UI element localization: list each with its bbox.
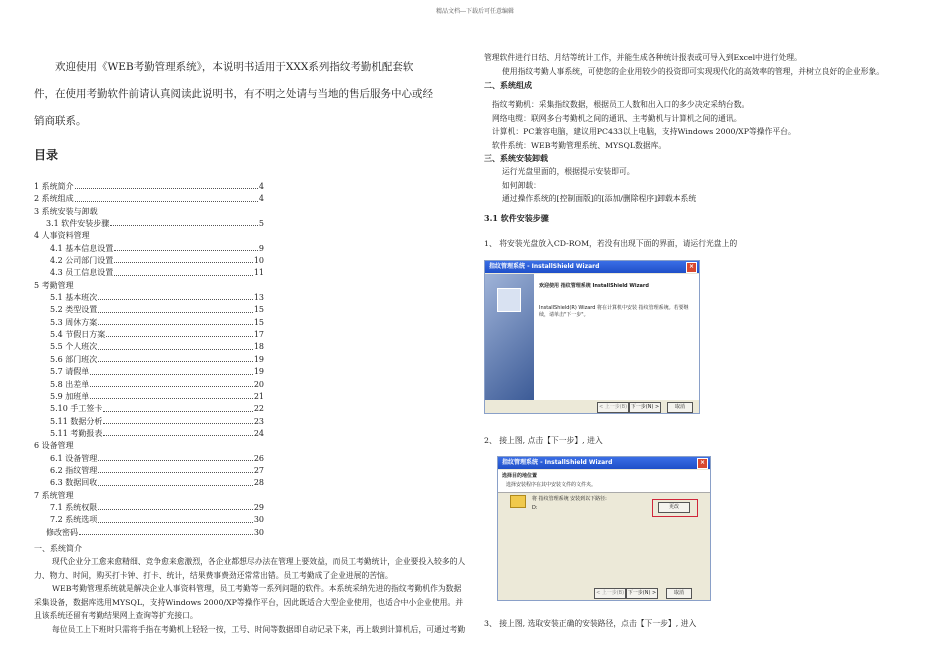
toc-leader-dots bbox=[75, 193, 258, 201]
dialog-title: 指纹管理系统 - InstallShield Wizard bbox=[502, 459, 613, 466]
toc-leader-dots bbox=[110, 218, 258, 226]
page-header: 精品文档---下载后可任意编辑 bbox=[435, 8, 515, 15]
cancel-button[interactable]: 取消 bbox=[667, 402, 693, 413]
toc-leader-dots bbox=[75, 181, 258, 189]
dialog-titlebar bbox=[485, 261, 699, 273]
toc-leader-dots bbox=[98, 465, 253, 473]
toc-entry-label: 6.1 设备管理 bbox=[50, 453, 98, 463]
toc-entry-page: 28 bbox=[253, 478, 264, 488]
toc-entry-page: 27 bbox=[253, 465, 264, 475]
install-note: 运行光盘里面的，根据提示安装即可。 bbox=[502, 167, 635, 176]
toc-entry[interactable] bbox=[34, 181, 264, 193]
toc-entry-label: 5.11 考勤报表 bbox=[50, 428, 103, 438]
dialog-titlebar bbox=[498, 457, 710, 469]
toc-entry[interactable] bbox=[34, 243, 264, 255]
toc-entry[interactable] bbox=[34, 267, 264, 279]
toc-entry-label: 2 系统组成 bbox=[34, 194, 74, 204]
toc-leader-dots bbox=[90, 366, 253, 374]
toc-entry-page: 26 bbox=[253, 453, 264, 463]
toc-entry-page: 19 bbox=[253, 367, 264, 377]
toc-entry-label: 5.10 手工签卡 bbox=[50, 404, 103, 414]
wizard-body: InstallShield(R) Wizard 将在计算机中安装 指纹管理系统。若要继续，请单击"下一步"。 bbox=[539, 305, 689, 318]
toc-entry-label: 6.3 数据回收 bbox=[50, 478, 98, 488]
body-paragraph: WEB考勤管理系统就是解决企业人事资料管理，员工考勤等一系列问题的软件。本系统采纳先进的指纹考勤机作为数据采集设备，数据库选用MYSQL，支持Windows 2000/XP等操作平台，因此既适合大型企业使用，也适合中小企业使用。并且该系统还留有考勤结果网上查询等扩充接口。 bbox=[34, 584, 464, 620]
toc-entry-label: 5 考勤管理 bbox=[34, 280, 74, 290]
close-icon[interactable]: × bbox=[686, 262, 697, 273]
toc-entry[interactable] bbox=[34, 416, 264, 428]
toc-title: 目录 bbox=[34, 148, 59, 162]
toc-entry-page: 23 bbox=[253, 416, 264, 426]
toc-leader-dots bbox=[114, 267, 253, 275]
toc-leader-dots bbox=[106, 329, 253, 337]
close-icon[interactable]: × bbox=[697, 458, 708, 469]
toc-entry-label: 6.2 指纹管理 bbox=[50, 465, 98, 475]
toc-leader-dots bbox=[103, 416, 252, 424]
toc-entry-page: 22 bbox=[253, 404, 264, 414]
toc-entry-page: 21 bbox=[253, 391, 264, 401]
toc-entry[interactable] bbox=[34, 218, 264, 230]
toc-entry[interactable] bbox=[34, 403, 264, 415]
dialog-title: 指纹管理系统 - InstallShield Wizard bbox=[489, 263, 600, 270]
install-note: 如何卸载： bbox=[502, 180, 541, 190]
toc-entry-page: 18 bbox=[253, 342, 264, 352]
toc-entry[interactable] bbox=[34, 304, 264, 316]
toc-entry-label: 4.2 公司部门设置 bbox=[50, 256, 114, 266]
body-paragraph: 每位员工上下班时只需将手指在考勤机上轻轻一按，工号、时间等数据即自动记录下来，再上载到计算机后，可通过考勤 bbox=[52, 624, 466, 634]
toc-leader-dots bbox=[98, 453, 253, 461]
toc-entry-label: 7.2 系统选项 bbox=[50, 515, 98, 525]
body-paragraph: 现代企业分工愈来愈精细、竞争愈来愈激烈，各企业都想尽办法在管理上要效益，而员工考勤统计，企业要投入较多的人力、物力、时间，购买打卡钟、打卡、统计，结果费事费劲还常常出错。员工考勤成了企业进展的苦恼。 bbox=[34, 557, 466, 580]
toc-entry-page: 9 bbox=[258, 243, 264, 253]
toc-entry[interactable] bbox=[34, 255, 264, 267]
toc-leader-dots bbox=[103, 403, 252, 411]
wizard-header-band bbox=[498, 470, 710, 493]
right-column-top bbox=[484, 51, 904, 206]
toc-entry-label: 4 人事资料管理 bbox=[34, 231, 90, 241]
toc-entry[interactable] bbox=[34, 440, 264, 452]
toc-entry-label: 4.1 基本信息设置 bbox=[50, 243, 114, 253]
install-path-label: 将 指纹管理系统 安装到以下路径: bbox=[532, 496, 607, 502]
toc-leader-dots bbox=[90, 379, 253, 387]
toc-entry[interactable] bbox=[34, 453, 264, 465]
toc-entry[interactable] bbox=[34, 477, 264, 489]
toc-entry-page: 30 bbox=[253, 515, 264, 525]
toc-leader-dots bbox=[98, 502, 253, 510]
next-button[interactable]: 下一步(N) > bbox=[629, 402, 661, 413]
toc-leader-dots bbox=[114, 255, 253, 263]
toc-leader-dots bbox=[98, 341, 253, 349]
toc-leader-dots bbox=[90, 391, 253, 399]
toc-entry-label: 修改密码 bbox=[46, 527, 78, 537]
toc-leader-dots bbox=[114, 243, 258, 251]
section-1-title: 一、系统简介 bbox=[34, 544, 82, 553]
toc-entry[interactable] bbox=[34, 206, 264, 218]
toc-entry[interactable] bbox=[34, 292, 264, 304]
component-item: 网络电缆：联网多台考勤机之间的通讯、主考勤机与计算机之间的通讯。 bbox=[492, 113, 742, 123]
section-2-title: 二、系统组成 bbox=[484, 80, 532, 90]
toc-entry-label: 7.1 系统权限 bbox=[50, 502, 98, 512]
toc-entry-page: 29 bbox=[253, 502, 264, 512]
change-button[interactable]: 更改 bbox=[658, 502, 690, 513]
toc-entry-page: 20 bbox=[253, 379, 264, 389]
toc-entry[interactable] bbox=[34, 527, 264, 539]
toc-entry-page: 17 bbox=[253, 330, 264, 340]
toc-entry-page: 11 bbox=[253, 268, 264, 278]
toc-entry[interactable] bbox=[34, 379, 264, 391]
toc-entry-label: 7 系统管理 bbox=[34, 490, 74, 500]
toc-entry-label: 3.1 软件安装步骤 bbox=[46, 219, 110, 229]
toc-entry-page: 24 bbox=[253, 428, 264, 438]
wizard-content bbox=[534, 274, 699, 400]
toc-entry[interactable] bbox=[34, 230, 264, 242]
toc-entry-label: 5.3 周休方案 bbox=[50, 317, 98, 327]
toc-entry-label: 5.4 节假日方案 bbox=[50, 330, 106, 340]
toc-leader-dots bbox=[103, 428, 252, 436]
back-button[interactable]: < 上一步(B) bbox=[594, 588, 626, 599]
wizard-heading: 选择目的地位置 bbox=[502, 473, 538, 479]
toc-entry-page: 5 bbox=[258, 219, 264, 229]
toc-entry-page: 15 bbox=[253, 317, 264, 327]
installer-destination-screenshot bbox=[497, 456, 711, 601]
toc-entry[interactable] bbox=[34, 317, 264, 329]
cancel-button[interactable]: 取消 bbox=[666, 588, 692, 599]
toc-entry-label: 5.2 类型设置 bbox=[50, 305, 98, 315]
intro-paragraph: 欢迎使用《WEB考勤管理系统》，本说明书适用于XXX系列指纹考勤机配套软件，在使用考勤软件前请认真阅读此说明书，有不明之处请与当地的售后服务中心或经销商联系。 bbox=[34, 61, 433, 127]
installer-welcome-screenshot bbox=[484, 260, 700, 414]
toc-entry[interactable] bbox=[34, 329, 264, 341]
toc-entry[interactable] bbox=[34, 465, 264, 477]
folder-icon bbox=[510, 495, 526, 508]
next-button[interactable]: 下一步(N) > bbox=[626, 588, 658, 599]
toc-entry[interactable] bbox=[34, 502, 264, 514]
component-item: 指纹考勤机：采集指纹数据，根据员工人数和出入口的多少决定采纳台数。 bbox=[492, 100, 750, 109]
step-3-text: 3、 接上图, 选取安装正确的安装路径，点击【下一步】, 进入 bbox=[484, 619, 697, 628]
installer-icon bbox=[497, 288, 521, 312]
step-2-text: 2、 接上图, 点击【下一步】, 进入 bbox=[484, 436, 603, 445]
toc-entry-page: 4 bbox=[258, 182, 264, 191]
toc-entry-label: 5.8 出差单 bbox=[50, 379, 90, 389]
toc-entry-label: 5.7 请假单 bbox=[50, 367, 90, 377]
toc-entry-page: 10 bbox=[253, 256, 264, 266]
component-item: 计算机：PC兼容电脑，建议用PC433以上电脑，支持Windows 2000/XP等操作平台。 bbox=[492, 127, 796, 136]
section-3-title: 三、系统安装卸载 bbox=[484, 153, 548, 163]
toc-entry[interactable] bbox=[34, 428, 264, 440]
toc-entry-label: 5.5 个人班次 bbox=[50, 342, 98, 352]
toc-entry[interactable] bbox=[34, 514, 264, 526]
wizard-subheading: 选择安装程序在其中安装文件的文件夹。 bbox=[506, 482, 597, 488]
toc-leader-dots bbox=[98, 477, 253, 485]
toc-leader-dots bbox=[98, 514, 253, 522]
install-path-value: D: bbox=[532, 505, 538, 511]
toc-entry-page: 4 bbox=[258, 194, 264, 204]
toc-entry-page: 30 bbox=[253, 527, 264, 537]
step-1-text: 1、 将安装光盘放入CD-ROM，若没有出现下面的界面，请运行光盘上的 bbox=[484, 239, 738, 248]
toc-leader-dots bbox=[98, 317, 253, 325]
toc-entry-label: 6 设备管理 bbox=[34, 441, 74, 451]
toc-entry-label: 1 系统简介 bbox=[34, 182, 74, 191]
toc-leader-dots bbox=[98, 304, 253, 312]
toc-entry-label: 4.3 员工信息设置 bbox=[50, 268, 114, 278]
toc-entry[interactable] bbox=[34, 341, 264, 353]
wizard-heading: 欢迎使用 指纹管理系统 InstallShield Wizard bbox=[539, 283, 649, 289]
section-3-1-title: 3.1 软件安装步骤 bbox=[484, 213, 549, 223]
toc-entry-label: 5.11 数据分析 bbox=[50, 416, 103, 426]
toc-entry-label: 5.1 基本班次 bbox=[50, 293, 98, 303]
toc-entry-page: 15 bbox=[253, 305, 264, 315]
toc-entry[interactable] bbox=[34, 280, 264, 292]
body-paragraph: 使用指纹考勤人事系统，可使您的企业用较少的投资即可实现现代化的高效率的管理，并树立良好的企业形象。 bbox=[502, 66, 885, 76]
toc-entry-page: 13 bbox=[253, 293, 264, 303]
toc-leader-dots bbox=[98, 292, 253, 300]
toc-entry[interactable] bbox=[34, 391, 264, 403]
toc-leader-dots bbox=[98, 354, 253, 362]
back-button[interactable]: < 上一步(B) bbox=[597, 402, 629, 413]
body-paragraph: 管理软件进行日结、月结等统计工作，并能生成各种统计报表或可导入到Excel中进行处理。 bbox=[484, 53, 802, 62]
component-item: 软件系统：WEB考勤管理系统、MYSQL数据库。 bbox=[492, 140, 667, 150]
left-body bbox=[34, 542, 466, 636]
toc-entry-label: 5.9 加班单 bbox=[50, 391, 90, 401]
toc-leader-dots bbox=[79, 527, 253, 535]
wizard-side-banner bbox=[485, 274, 534, 400]
install-note: 通过操作系统的[控制面版]的[添加/删除程序]卸载本系统 bbox=[502, 194, 697, 203]
toc-entry[interactable] bbox=[34, 193, 264, 205]
toc-entry-page: 19 bbox=[253, 354, 264, 364]
toc-entry-label: 5.6 部门班次 bbox=[50, 354, 98, 364]
toc-entry-label: 3 系统安装与卸载 bbox=[34, 206, 98, 216]
toc-entry[interactable] bbox=[34, 354, 264, 366]
toc-entry[interactable] bbox=[34, 366, 264, 378]
table-of-contents bbox=[34, 181, 264, 539]
toc-entry[interactable] bbox=[34, 490, 264, 502]
